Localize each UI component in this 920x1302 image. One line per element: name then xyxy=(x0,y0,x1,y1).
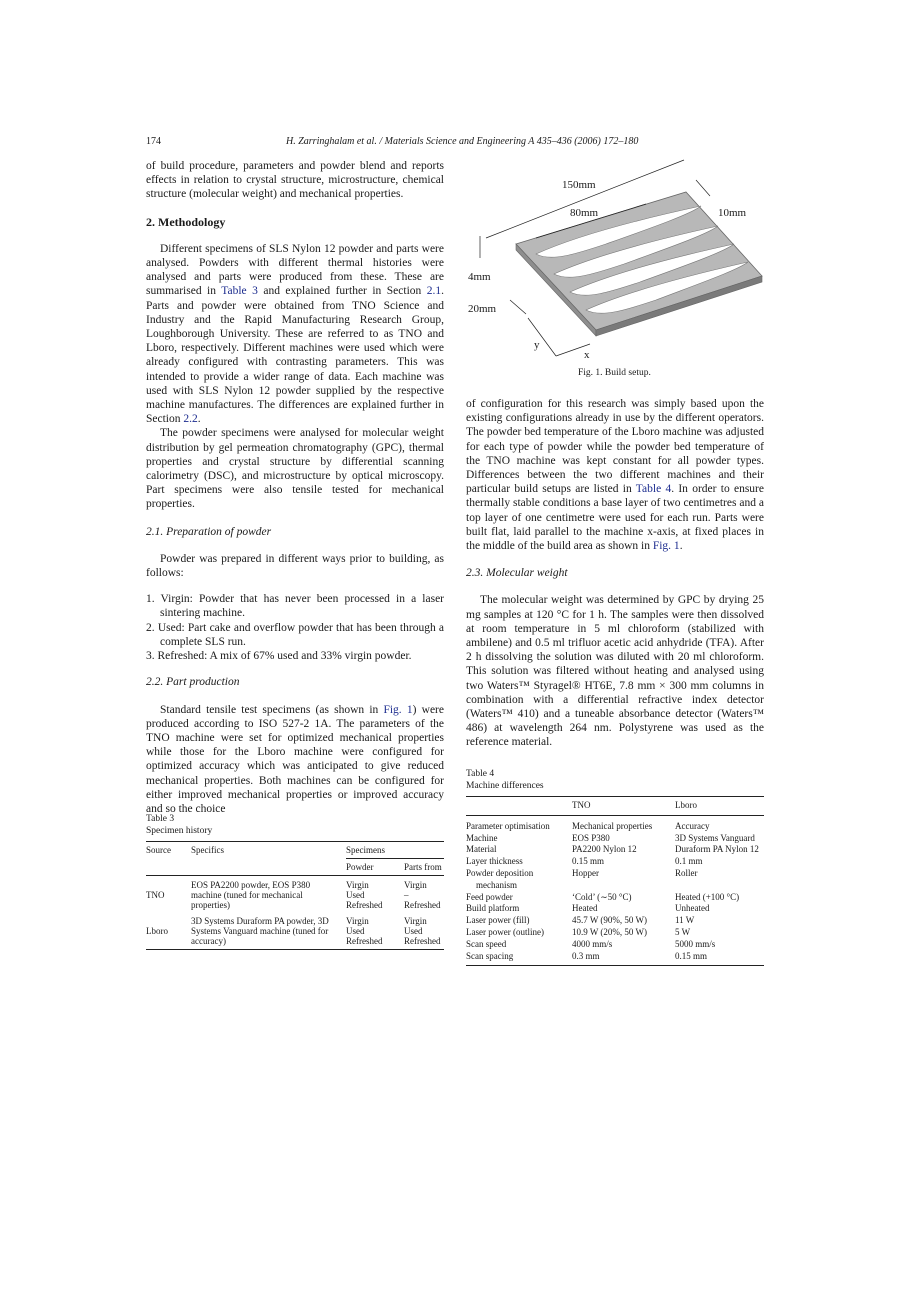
part-production-paragraph: Standard tensile test specimens (as shown in Fig. 1) were produced according to ISO 527-2 1A. The parameters of the TNO machine were set for optimized mechanical properties while those for the Lboro machine were configured for optimized accuracy which was anticipated to give reduced mechanical properties. Both machines can be configured for either improved mechanical properties or improved accuracy and so the choice xyxy=(146,703,444,815)
powder-preparation-paragraph: Powder was prepared in different ways prior to building, as follows: xyxy=(146,552,444,580)
table-3-title: Specimen history xyxy=(146,826,213,836)
col-header-lboro: Lboro xyxy=(675,800,697,810)
configuration-paragraph: of configuration for this research was simply based upon the existing configurations already in use by the different operators. The powder bed temperature of the Lboro machine was adjusted for each type of powder while the powder bed temperature of the TNO machine was kept constant for all powder types. Differences between the two different machines and their particular build setups are listed in Table 4. In order to ensure thermally stable conditions a base layer of two centimetres and a top layer of one centimetre were used for each run. Parts were built flat, laid parallel to the machine x-axis, at fixed places in the middle of the build area as shown in Fig. 1. xyxy=(466,398,764,553)
right-column xyxy=(466,397,764,750)
machine-differences-table xyxy=(466,796,764,966)
col-header-powder: Powder xyxy=(346,862,374,872)
journal-citation: H. Zarringhalam et al. / Materials Science and Engineering A 435–436 (2006) 172–180 xyxy=(286,136,639,147)
figure-1 xyxy=(466,158,766,368)
table-row: TNO EOS PA2200 powder, EOS P380 machine (tuned for mechanical properties) Virgin Used Refreshed Virgin – Refreshed xyxy=(146,880,441,910)
table-row: Layer thickness 0.15 mm 0.1 mm xyxy=(466,856,703,867)
dim-150mm: 150mm xyxy=(562,179,596,191)
powder-type-list xyxy=(146,592,444,663)
table-4-title: Machine differences xyxy=(466,781,544,791)
figure-1-caption: Fig. 1. Build setup. xyxy=(578,368,651,378)
page-number: 174 xyxy=(146,136,161,147)
left-column xyxy=(146,159,444,816)
col-header-tno: TNO xyxy=(572,800,591,810)
intro-paragraph: of build procedure, parameters and powder blend and reports effects in relation to crystal structure, microstructure, chemical structure (molecular weight) and mechanical properties. xyxy=(146,160,444,201)
table-row: Scan speed 4000 mm/s 5000 mm/s xyxy=(466,938,716,949)
methodology-paragraph-1: Different specimens of SLS Nylon 12 powder and parts were analysed. Powders with different thermal histories were analysed and parts were produced from these. These are summarised in Table 3 and explained further in Section 2.1. Parts and powder were obtained from TNO Science and Industry and the Rapid Manufacturing Research Group, Loughborough University. These are referred to as TNO and Lboro, respectively. Different machines were used which were already configured with contrasting parameters. This was intended to provide a wider range of data. Each machine was used with SLS Nylon 12 powder supplied by the respective machine manufactures. The differences are explained further in Section 2.2. xyxy=(146,242,444,426)
dim-80mm: 80mm xyxy=(570,207,599,219)
col-header-source: Source xyxy=(146,845,171,855)
dim-20mm: 20mm xyxy=(468,303,497,315)
col-header-parts-from: Parts from xyxy=(404,862,442,872)
build-setup-diagram xyxy=(466,158,766,368)
table-3-label: Table 3 xyxy=(146,814,175,824)
col-header-specimens: Specimens xyxy=(346,842,444,859)
col-header-specifics: Specifics xyxy=(191,845,224,855)
axis-y-label: y xyxy=(534,339,540,351)
molecular-weight-paragraph: The molecular weight was determined by GPC by drying 25 mg samples at 120 °C for 1 h. The samples were then dissolved at room temperature in 5 ml chloroform (stabilized with ambilene) and 0.5 ml trifluor acetic acid anhydride (TFA). After 2 h dissolving the solution was diluted with 20 ml chloroform. This solution was filtered without heating and analysed using two Waters™ Styragel® HT6E, 7.8 mm × 300 mm columns in combination with a differential refractive index detector (Waters™ 410) and a tuneable absorbance detector (Waters™ 486) at wavelength 264 nm. Polystyrene was used as the reference material. xyxy=(466,594,764,749)
section-2-2-heading: 2.2. Part production xyxy=(146,676,240,689)
list-item: 1. Virgin: Powder that has never been processed in a laser sintering machine. xyxy=(146,593,444,620)
axis-x-label: x xyxy=(584,349,590,361)
table-4-label: Table 4 xyxy=(466,769,495,779)
link-table-3[interactable]: Table 3 xyxy=(221,285,258,298)
table-row: Machine EOS P380 3D Systems Vanguard xyxy=(466,832,755,843)
dim-10mm: 10mm xyxy=(718,207,747,219)
link-fig-1[interactable]: Fig. 1 xyxy=(383,703,413,716)
table-4 xyxy=(466,768,764,966)
section-2-heading: 2. Methodology xyxy=(146,214,226,229)
link-fig-1[interactable]: Fig. 1 xyxy=(652,540,680,553)
table-row: Feed powder ‘Cold’ (∼50 °C) Heated (+100 °C) xyxy=(466,891,740,902)
methodology-paragraph-2: The powder specimens were analysed for molecular weight distribution by gel permeation chromatography (GPC), thermal properties and crystal structure by differential scanning calorimetry (DSC), and microstructure by optical microscopy. Part specimens were also tensile tested for mechanical properties. xyxy=(146,427,444,511)
table-row: Powder deposition mechanism Hopper Roller xyxy=(466,867,698,890)
link-table-4[interactable]: Table 4 xyxy=(635,483,672,496)
dim-4mm: 4mm xyxy=(468,271,491,283)
link-section-2-1[interactable]: 2.1 xyxy=(426,285,442,298)
table-row: Scan spacing 0.3 mm 0.15 mm xyxy=(466,950,708,961)
table-row: Parameter optimisation Mechanical properties Accuracy xyxy=(466,820,710,831)
table-row: Build platform Heated Unheated xyxy=(466,903,710,914)
section-2-3-heading: 2.3. Molecular weight xyxy=(466,567,568,580)
list-item: 3. Refreshed: A mix of 67% used and 33% virgin powder. xyxy=(146,650,412,663)
table-3 xyxy=(146,813,444,950)
specimen-history-table xyxy=(146,841,444,950)
table-row: Lboro 3D Systems Duraform PA powder, 3D Systems Vanguard machine (tuned for accuracy) Virgin Used Refreshed Virgin Used Refreshed xyxy=(146,916,441,946)
list-item: 2. Used: Part cake and overflow powder that has been through a complete SLS run. xyxy=(146,621,444,648)
table-row: Laser power (fill) 45.7 W (90%, 50 W) 11 W xyxy=(466,915,695,926)
table-row: Material PA2200 Nylon 12 Duraform PA Nylon 12 xyxy=(466,844,759,855)
section-2-1-heading: 2.1. Preparation of powder xyxy=(146,525,272,538)
link-section-2-2[interactable]: 2.2 xyxy=(183,413,198,426)
table-row: Laser power (outline) 10.9 W (20%, 50 W) 5 W xyxy=(466,926,691,937)
